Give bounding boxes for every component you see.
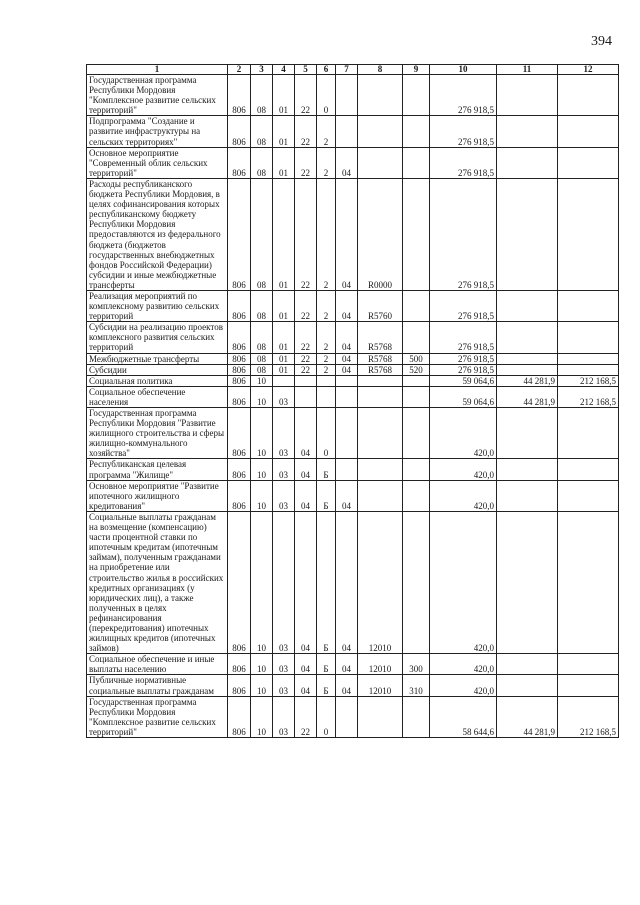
code-expense-type: [403, 511, 430, 653]
code-ministry: 806: [228, 386, 251, 407]
amount-year-2: [497, 290, 558, 321]
column-header: 9: [403, 65, 430, 75]
code-program: [295, 386, 317, 407]
code-expense-type: [403, 459, 430, 480]
code-program: 22: [295, 696, 317, 737]
code-subsection: 01: [273, 116, 295, 147]
code-event: 04: [336, 480, 358, 511]
code-section: 08: [251, 75, 273, 116]
row-name: Субсидии: [87, 364, 228, 375]
code-subprogram: 2: [317, 353, 336, 364]
code-program: 22: [295, 353, 317, 364]
amount-year-3: [558, 675, 619, 696]
code-event: [336, 408, 358, 459]
row-name: Государственная программа Республики Мордовия "Комплексное развитие сельских территорий": [87, 696, 228, 737]
code-direction: [358, 386, 403, 407]
amount-year-3: 212 168,5: [558, 386, 619, 407]
code-event: 04: [336, 511, 358, 653]
column-header: 12: [558, 65, 619, 75]
code-program: 04: [295, 408, 317, 459]
amount-year-3: [558, 75, 619, 116]
code-subprogram: 2: [317, 116, 336, 147]
code-subprogram: 2: [317, 147, 336, 178]
code-subprogram: Б: [317, 511, 336, 653]
code-event: 04: [336, 353, 358, 364]
code-section: 08: [251, 116, 273, 147]
row-name: Реализация мероприятий по комплексному развитию сельских территорий: [87, 290, 228, 321]
row-name: Публичные нормативные социальные выплаты гражданам: [87, 675, 228, 696]
column-header: 5: [295, 65, 317, 75]
column-header: 1: [87, 65, 228, 75]
code-expense-type: [403, 408, 430, 459]
table-row: [87, 290, 619, 321]
row-name: Основное мероприятие "Современный облик сельских территорий": [87, 147, 228, 178]
amount-year-2: [497, 459, 558, 480]
amount-year-1: 420,0: [430, 675, 497, 696]
code-direction: [358, 696, 403, 737]
amount-year-3: [558, 290, 619, 321]
amount-year-2: 44 281,9: [497, 386, 558, 407]
row-name: Расходы республиканского бюджета Республики Мордовия, в целях софинансирования которых республиканскому бюджету Республики Мордовия предоставляются из федерального бюджета (бюджетов государственных внебюджетных фондов Российской Федерации) субсидии и иные межбюджетные трансферты: [87, 178, 228, 290]
table-row: [87, 675, 619, 696]
amount-year-3: [558, 459, 619, 480]
amount-year-1: 276 918,5: [430, 116, 497, 147]
code-section: 08: [251, 322, 273, 353]
code-expense-type: [403, 386, 430, 407]
amount-year-1: 59 064,6: [430, 375, 497, 386]
code-subsection: 01: [273, 147, 295, 178]
code-program: 04: [295, 511, 317, 653]
code-event: [336, 459, 358, 480]
amount-year-2: [497, 75, 558, 116]
code-ministry: 806: [228, 459, 251, 480]
code-expense-type: 310: [403, 675, 430, 696]
row-name: Социальное обеспечение населения: [87, 386, 228, 407]
row-name: Подпрограмма "Создание и развитие инфраструктуры на сельских территориях": [87, 116, 228, 147]
code-section: 08: [251, 178, 273, 290]
code-direction: [358, 116, 403, 147]
code-program: 22: [295, 364, 317, 375]
code-program: 22: [295, 116, 317, 147]
code-direction: R5768: [358, 364, 403, 375]
code-section: 10: [251, 480, 273, 511]
code-direction: [358, 480, 403, 511]
table-row: [87, 178, 619, 290]
code-ministry: 806: [228, 116, 251, 147]
code-subprogram: Б: [317, 480, 336, 511]
amount-year-1: 276 918,5: [430, 75, 497, 116]
table-row: [87, 75, 619, 116]
code-ministry: 806: [228, 654, 251, 675]
code-ministry: 806: [228, 364, 251, 375]
amount-year-3: [558, 178, 619, 290]
code-section: 10: [251, 511, 273, 653]
column-number-row: [87, 65, 619, 75]
code-subsection: 01: [273, 75, 295, 116]
code-direction: 12010: [358, 654, 403, 675]
amount-year-2: 44 281,9: [497, 696, 558, 737]
code-subprogram: [317, 386, 336, 407]
code-subsection: 01: [273, 290, 295, 321]
code-expense-type: [403, 322, 430, 353]
code-subsection: 01: [273, 178, 295, 290]
code-direction: 12010: [358, 511, 403, 653]
table-row: [87, 386, 619, 407]
code-subsection: 01: [273, 322, 295, 353]
code-subprogram: 2: [317, 178, 336, 290]
amount-year-1: 276 918,5: [430, 178, 497, 290]
code-expense-type: [403, 147, 430, 178]
code-program: 22: [295, 178, 317, 290]
column-header: 7: [336, 65, 358, 75]
amount-year-1: 276 918,5: [430, 290, 497, 321]
table-body: [87, 75, 619, 738]
code-subprogram: 0: [317, 408, 336, 459]
amount-year-3: [558, 654, 619, 675]
code-event: [336, 386, 358, 407]
code-subprogram: Б: [317, 675, 336, 696]
code-expense-type: [403, 116, 430, 147]
amount-year-2: [497, 116, 558, 147]
amount-year-2: [497, 675, 558, 696]
code-expense-type: [403, 178, 430, 290]
amount-year-2: [497, 480, 558, 511]
code-subprogram: [317, 375, 336, 386]
code-subsection: 03: [273, 386, 295, 407]
code-event: 04: [336, 290, 358, 321]
column-header: 3: [251, 65, 273, 75]
table-row: [87, 480, 619, 511]
code-program: 22: [295, 147, 317, 178]
code-expense-type: [403, 480, 430, 511]
code-section: 08: [251, 353, 273, 364]
code-expense-type: [403, 75, 430, 116]
code-expense-type: 500: [403, 353, 430, 364]
amount-year-2: [497, 353, 558, 364]
amount-year-3: [558, 322, 619, 353]
code-program: 04: [295, 654, 317, 675]
table-row: [87, 322, 619, 353]
code-subsection: 03: [273, 408, 295, 459]
amount-year-2: [497, 654, 558, 675]
amount-year-1: 58 644,6: [430, 696, 497, 737]
code-ministry: 806: [228, 322, 251, 353]
code-subsection: 03: [273, 675, 295, 696]
budget-table: [86, 64, 619, 738]
code-expense-type: [403, 290, 430, 321]
amount-year-3: [558, 116, 619, 147]
code-direction: [358, 459, 403, 480]
table-row: [87, 375, 619, 386]
code-direction: [358, 147, 403, 178]
amount-year-2: [497, 511, 558, 653]
code-ministry: 806: [228, 290, 251, 321]
code-subprogram: 2: [317, 364, 336, 375]
code-event: 04: [336, 322, 358, 353]
amount-year-3: [558, 480, 619, 511]
table-row: [87, 116, 619, 147]
code-subsection: [273, 375, 295, 386]
code-ministry: 806: [228, 147, 251, 178]
code-program: 22: [295, 75, 317, 116]
code-ministry: 806: [228, 75, 251, 116]
code-direction: 12010: [358, 675, 403, 696]
code-section: 08: [251, 290, 273, 321]
table-row: [87, 511, 619, 653]
code-expense-type: [403, 696, 430, 737]
code-program: 04: [295, 675, 317, 696]
code-program: 04: [295, 480, 317, 511]
code-ministry: 806: [228, 675, 251, 696]
code-subprogram: Б: [317, 459, 336, 480]
code-subsection: 03: [273, 459, 295, 480]
code-event: 04: [336, 364, 358, 375]
code-section: 10: [251, 675, 273, 696]
code-subsection: 01: [273, 353, 295, 364]
row-name: Социальное обеспечение и иные выплаты населению: [87, 654, 228, 675]
code-section: 10: [251, 654, 273, 675]
amount-year-1: 420,0: [430, 408, 497, 459]
amount-year-3: [558, 353, 619, 364]
row-name: Социальные выплаты гражданам на возмещение (компенсацию) части процентной ставки по ипотечным кредитам (ипотечным займам), полученным гражданами на приобретение или строительство жилья в российских кредитных организациях (у юридических лиц), а также полученных в целях рефинансирования (перекредитования) ипотечных жилищных кредитов (ипотечных займов): [87, 511, 228, 653]
amount-year-3: [558, 511, 619, 653]
amount-year-1: 59 064,6: [430, 386, 497, 407]
code-ministry: 806: [228, 408, 251, 459]
amount-year-2: 44 281,9: [497, 375, 558, 386]
code-section: 10: [251, 386, 273, 407]
code-direction: R5760: [358, 290, 403, 321]
table-header: [87, 65, 619, 75]
amount-year-3: [558, 408, 619, 459]
code-program: 22: [295, 322, 317, 353]
row-name: Межбюджетные трансферты: [87, 353, 228, 364]
amount-year-1: 276 918,5: [430, 147, 497, 178]
amount-year-2: [497, 147, 558, 178]
code-event: [336, 116, 358, 147]
row-name: Основное мероприятие "Развитие ипотечного жилищного кредитования": [87, 480, 228, 511]
code-direction: R0000: [358, 178, 403, 290]
row-name: Социальная политика: [87, 375, 228, 386]
code-ministry: 806: [228, 375, 251, 386]
column-header: 4: [273, 65, 295, 75]
code-subsection: 03: [273, 654, 295, 675]
code-expense-type: [403, 375, 430, 386]
code-subprogram: 2: [317, 290, 336, 321]
code-subprogram: 0: [317, 696, 336, 737]
table-row: [87, 654, 619, 675]
code-subprogram: Б: [317, 654, 336, 675]
code-direction: [358, 75, 403, 116]
code-subprogram: 2: [317, 322, 336, 353]
code-program: [295, 375, 317, 386]
table-row: [87, 696, 619, 737]
code-program: 22: [295, 290, 317, 321]
code-event: 04: [336, 675, 358, 696]
amount-year-2: [497, 364, 558, 375]
code-ministry: 806: [228, 480, 251, 511]
amount-year-1: 420,0: [430, 511, 497, 653]
code-subsection: 01: [273, 364, 295, 375]
code-direction: R5768: [358, 353, 403, 364]
code-ministry: 806: [228, 696, 251, 737]
code-section: 10: [251, 408, 273, 459]
code-event: 04: [336, 178, 358, 290]
amount-year-3: 212 168,5: [558, 375, 619, 386]
column-header: 6: [317, 65, 336, 75]
code-section: 10: [251, 459, 273, 480]
table-row: [87, 459, 619, 480]
column-header: 11: [497, 65, 558, 75]
code-section: 08: [251, 364, 273, 375]
code-program: 04: [295, 459, 317, 480]
amount-year-1: 276 918,5: [430, 322, 497, 353]
column-header: 10: [430, 65, 497, 75]
amount-year-3: 212 168,5: [558, 696, 619, 737]
amount-year-2: [497, 322, 558, 353]
amount-year-2: [497, 178, 558, 290]
code-subsection: 03: [273, 480, 295, 511]
row-name: Государственная программа Республики Мордовия "Развитие жилищного строительства и сферы жилищно-коммунального хозяйства": [87, 408, 228, 459]
table-row: [87, 364, 619, 375]
code-section: 10: [251, 696, 273, 737]
code-section: 08: [251, 147, 273, 178]
code-subsection: 03: [273, 511, 295, 653]
amount-year-1: 276 918,5: [430, 364, 497, 375]
code-subprogram: 0: [317, 75, 336, 116]
code-event: [336, 696, 358, 737]
code-direction: R5768: [358, 322, 403, 353]
table-row: [87, 353, 619, 364]
code-ministry: 806: [228, 511, 251, 653]
code-event: [336, 375, 358, 386]
code-event: 04: [336, 147, 358, 178]
code-expense-type: 520: [403, 364, 430, 375]
code-ministry: 806: [228, 353, 251, 364]
row-name: Государственная программа Республики Мордовия "Комплексное развитие сельских территорий": [87, 75, 228, 116]
code-ministry: 806: [228, 178, 251, 290]
amount-year-1: 420,0: [430, 480, 497, 511]
table-row: [87, 408, 619, 459]
amount-year-3: [558, 364, 619, 375]
amount-year-3: [558, 147, 619, 178]
code-direction: [358, 375, 403, 386]
column-header: 8: [358, 65, 403, 75]
row-name: Субсидии на реализацию проектов комплексного развития сельских территорий: [87, 322, 228, 353]
row-name: Республиканская целевая программа "Жилище": [87, 459, 228, 480]
code-direction: [358, 408, 403, 459]
amount-year-2: [497, 408, 558, 459]
column-header: 2: [228, 65, 251, 75]
table-row: [87, 147, 619, 178]
amount-year-1: 420,0: [430, 654, 497, 675]
code-section: 10: [251, 375, 273, 386]
code-event: [336, 75, 358, 116]
code-expense-type: 300: [403, 654, 430, 675]
amount-year-1: 420,0: [430, 459, 497, 480]
amount-year-1: 276 918,5: [430, 353, 497, 364]
page-number: 394: [591, 34, 612, 49]
code-subsection: 03: [273, 696, 295, 737]
code-event: 04: [336, 654, 358, 675]
